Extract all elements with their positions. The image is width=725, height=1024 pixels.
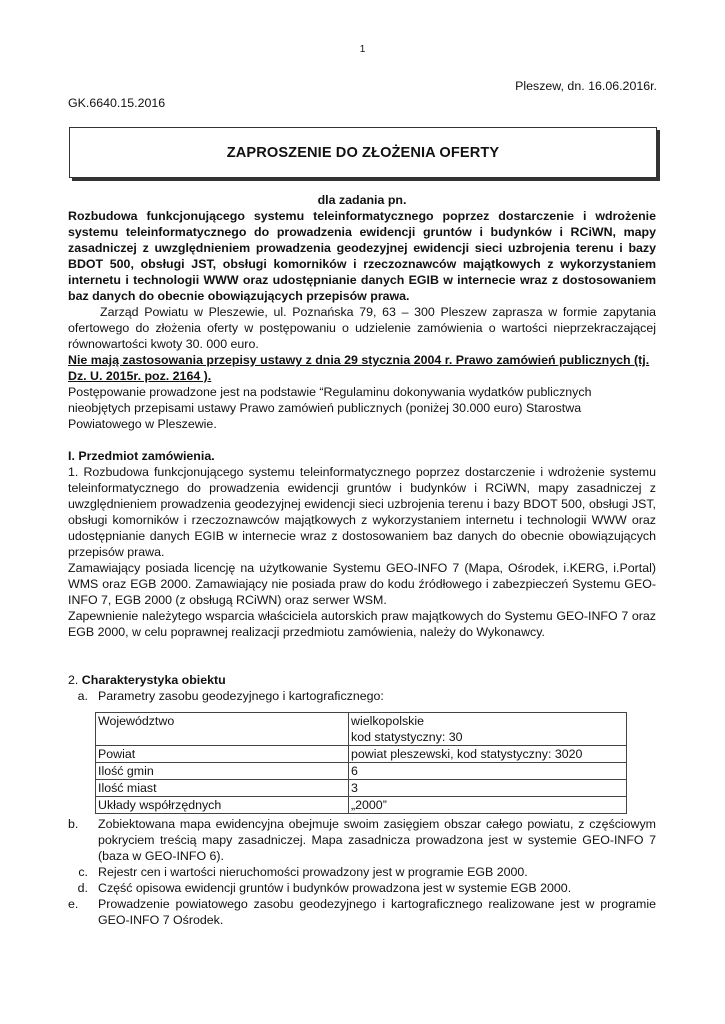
table-row xyxy=(96,797,627,814)
section1-paragraph-3: Zapewnienie należytego wsparcia właściciela autorskich praw majątkowych do Systemu GEO-INFO 7 oraz EGB 2000, w celu poprawnej realizacji przedmiotu zamówienia, należy do Wykonawcy. xyxy=(68,609,656,639)
title-box xyxy=(69,127,657,178)
list-text: Część opisowa ewidencji gruntów i budynków prowadzona jest w systemie EGB 2000. xyxy=(98,881,572,895)
regulation-paragraph: Postępowanie prowadzone jest na podstawie “Regulaminu dokonywania wydatków publicznych nieobjętych przepisami ustawy Prawo zamówień publicznych (poniżej 30.000 euro) Starostwa Powiatowego w Pleszewie. xyxy=(68,385,592,431)
document-reference: GK.6640.15.2016 xyxy=(68,96,166,110)
list-item xyxy=(68,816,656,864)
list-item xyxy=(68,688,656,704)
table-cell-label: Województwo xyxy=(96,713,349,746)
table-cell-value xyxy=(349,713,627,746)
list-marker: b. xyxy=(68,817,79,831)
table-cell-label: Układy współrzędnych xyxy=(96,797,349,814)
table-cell-value: 6 xyxy=(349,763,627,780)
section2-number: 2. xyxy=(68,673,79,687)
list-marker: e. xyxy=(68,897,79,911)
list-marker: c. xyxy=(78,865,88,879)
list-marker: a. xyxy=(77,689,88,703)
invitation-paragraph: Zarząd Powiatu w Pleszewie, ul. Poznańska 79, 63 – 300 Pleszew zaprasza w formie zapytania ofertowego do złożenia oferty w postępowaniu o udzielenie zamówienia o wartości nieprzekraczającej równowartości kwoty 30. 000 euro. xyxy=(68,305,656,351)
table-cell-label: Ilość gmin xyxy=(96,763,349,780)
task-name: Rozbudowa funkcjonującego systemu teleinformatycznego poprzez dostarczenie i wdrożenie systemu teleinformatycznego do prowadzenia ewidencji gruntów i budynków i RCiWN, mapy zasadniczej z uwzględnieniem prowadzenia geodezyjnej ewidencji sieci uzbrojenia terenu i bazy BDOT 500, obsługi JST, obsługi komorników i rzeczoznawców majątkowych z wykorzystaniem internetu i technologii WWW oraz udostępnianie danych EGIB w internecie wraz z dostosowaniem baz danych do obecnie obowiązujących przepisów prawa. xyxy=(68,209,656,303)
list-marker: d. xyxy=(77,881,88,895)
voivodeship-code: kod statystyczny: 30 xyxy=(351,730,463,744)
voivodeship-name: wielkopolskie xyxy=(351,714,425,728)
table-cell-value: powiat pleszewski, kod statystyczny: 3020 xyxy=(349,746,627,763)
table-cell-value: 3 xyxy=(349,780,627,797)
table-row xyxy=(96,746,627,763)
list-item xyxy=(68,864,656,880)
page-number: 1 xyxy=(359,44,366,55)
parameters-table xyxy=(95,712,627,814)
list-text: Prowadzenie powiatowego zasobu geodezyjnego i kartograficznego realizowane jest w programie GEO-INFO 7 Ośrodek. xyxy=(98,897,656,927)
section2-heading xyxy=(68,672,656,688)
table-cell-value: „2000” xyxy=(349,797,627,814)
section2-list xyxy=(68,688,656,928)
list-text: Rejestr cen i wartości nieruchomości prowadzony jest w programie EGB 2000. xyxy=(98,865,528,879)
table-row xyxy=(96,780,627,797)
place-date: Pleszew, dn. 16.06.2016r. xyxy=(515,79,657,93)
section1-heading: I. Przedmiot zamówienia. xyxy=(68,449,215,463)
section1-paragraph-2: Zamawiający posiada licencję na użytkowanie Systemu GEO-INFO 7 (Mapa, Ośrodek, i.KERG, i.Portal) WMS oraz EGB 2000. Zamawiający nie posiada praw do kodu źródłowego i zabezpieczeń Systemu GEO-INFO 7, EGB 2000 (z obsługą RCiWN) oraz serwer WSM. xyxy=(68,561,656,607)
list-item xyxy=(68,896,656,928)
list-text: Parametry zasobu geodezyjnego i kartograficznego: xyxy=(98,689,384,703)
table-row xyxy=(96,763,627,780)
table-row xyxy=(96,713,627,746)
table-cell-label: Ilość miast xyxy=(96,780,349,797)
document-body xyxy=(68,192,656,928)
section2-title: Charakterystyka obiektu xyxy=(81,673,226,687)
for-task-label: dla zadania pn. xyxy=(317,193,407,207)
law-note: Nie mają zastosowania przepisy ustawy z dnia 29 stycznia 2004 r. Prawo zamówień publicznych (tj. Dz. U. 2015r. poz. 2164 ). xyxy=(68,353,650,383)
list-text: Zobiektowana mapa ewidencyjna obejmuje swoim zasięgiem obszar całego powiatu, z częściowym pokryciem treścią mapy zasadniczej. Mapa zasadnicza prowadzona jest w systemie GEO-INFO 7 (baza w GEO-INFO 6). xyxy=(98,817,656,863)
document-title: ZAPROSZENIE DO ZŁOŻENIA OFERTY xyxy=(226,144,500,161)
section1-paragraph-1: 1. Rozbudowa funkcjonującego systemu teleinformatycznego poprzez dostarczenie i wdrożenie systemu teleinformatycznego do prowadzenia ewidencji gruntów i budynków i RCiWN, mapy zasadniczej z uwzględnieniem prowadzenia geodezyjnej ewidencji sieci uzbrojenia terenu i bazy BDOT 500, obsługi JST, obsługi komorników i rzeczoznawców majątkowych z wykorzystaniem internetu i technologii WWW oraz udostępnianie danych EGIB w internecie wraz z dostosowaniem baz danych do obecnie obowiązujących przepisów prawa. xyxy=(68,465,656,559)
table-cell-label: Powiat xyxy=(96,746,349,763)
list-item xyxy=(68,880,656,896)
